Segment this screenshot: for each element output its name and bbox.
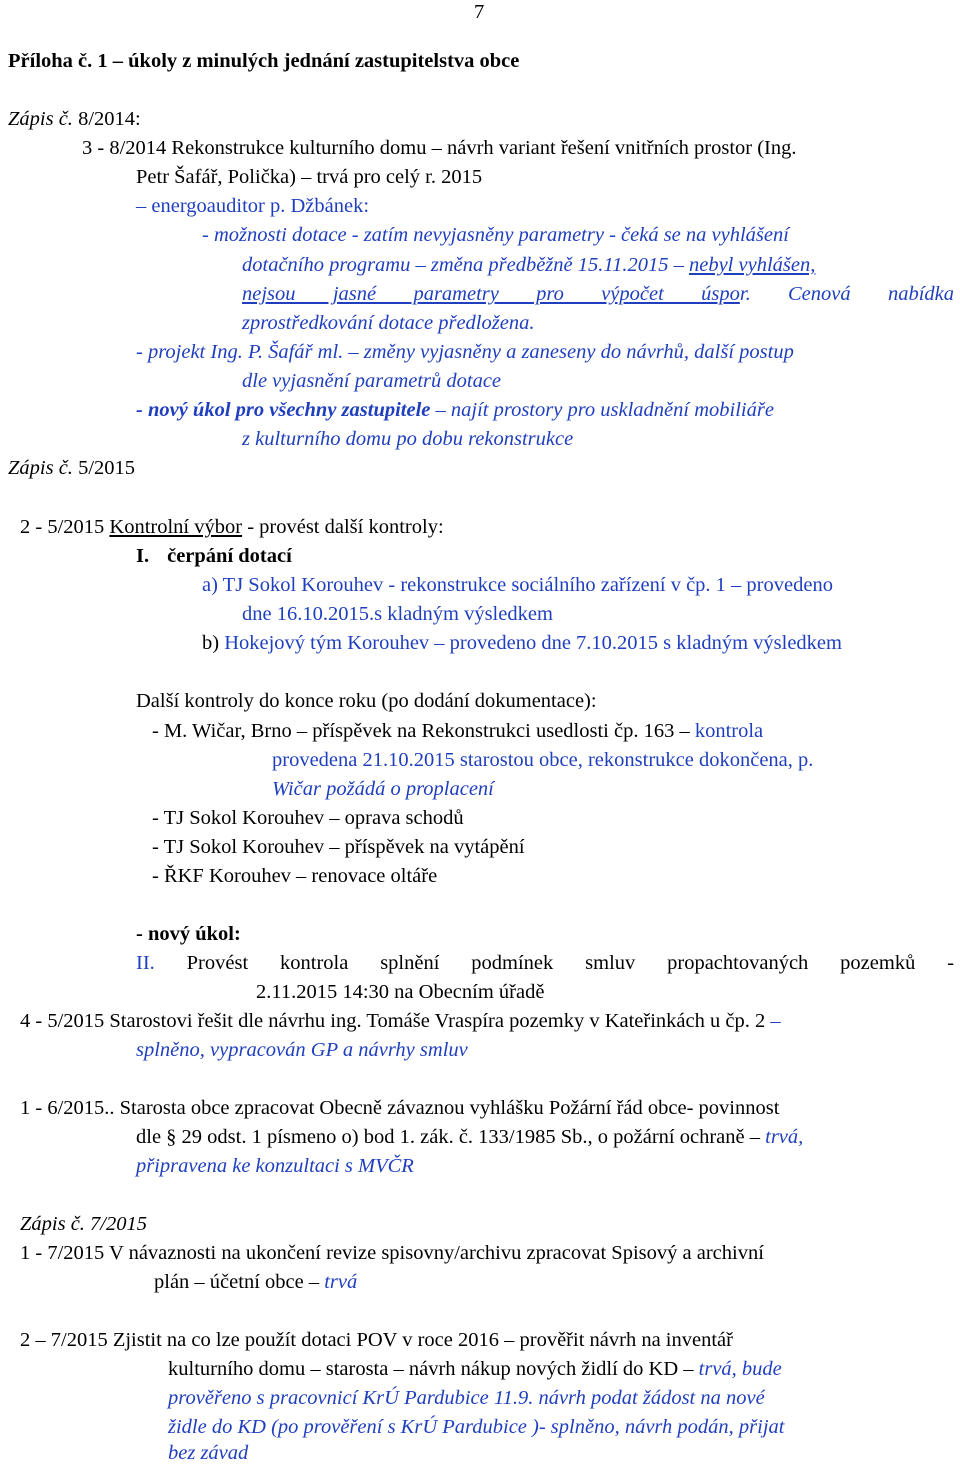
text-span: – najít prostory pro uskladnění mobiliáře: [430, 399, 774, 421]
task-line: [154, 1269, 357, 1295]
page-number: 7: [474, 1, 485, 23]
text-span: trvá: [324, 1271, 358, 1293]
task-line: [20, 1008, 781, 1034]
task-line: [168, 1356, 782, 1382]
task-line: 1 - 7/2015 V návaznosti na ukončení revize spisovny/archivu zpracovat Spisový a archivní: [20, 1242, 764, 1264]
task-line: z kulturního domu po dobu rekonstrukce: [242, 428, 574, 450]
task-line: [242, 252, 815, 278]
task-line: 2 – 7/2015 Zjistit na co lze použít dotaci POV v roce 2016 – prověřit návrh na inventář: [20, 1329, 733, 1351]
roman-item: [136, 543, 292, 569]
heading-label: Zápis č.: [8, 457, 73, 479]
task-line: [136, 397, 774, 423]
task-line: zprostředkování dotace předložena.: [242, 312, 535, 334]
task-line: provedena 21.10.2015 starostou obce, rekonstrukce dokončena, p.: [272, 749, 814, 771]
task-line: [242, 281, 954, 307]
text-span: Kontrolní výbor: [109, 516, 243, 538]
roman-item: [136, 950, 954, 976]
task-line: - ŘKF Korouhev – renovace oltáře: [152, 865, 438, 887]
task-line: splněno, vypracován GP a návrhy smluv: [136, 1039, 468, 1061]
task-line: dle vyjasnění parametrů dotace: [242, 370, 502, 392]
task-line: – energoauditor p. Džbánek:: [136, 195, 370, 217]
minutes-heading-8-2014: [8, 106, 141, 132]
task-line: 2.11.2015 14:30 na Obecním úřadě: [256, 981, 545, 1003]
text-span: nejsou jasné parametry pro výpočet úspo: [242, 283, 740, 305]
heading-number: 8/2014:: [72, 108, 141, 130]
minutes-heading-7-2015: Zápis č. 7/2015: [20, 1213, 147, 1235]
task-line: - možnosti dotace - zatím nevyjasněny parametry - čeká se na vyhlášení: [202, 224, 789, 246]
roman-number: I.: [136, 545, 150, 567]
task-line: - TJ Sokol Korouhev – oprava schodů: [152, 807, 464, 829]
task-line: [152, 718, 763, 744]
text-span: r. Cenová nabídka: [739, 283, 955, 305]
text-span: trvá, bude: [698, 1358, 782, 1380]
task-line: - TJ Sokol Korouhev – příspěvek na vytápění: [152, 836, 525, 858]
text-span: kontrola: [694, 720, 764, 742]
text-span: dle § 29 odst. 1 písmeno o) bod 1. zák. č. 133/1985 Sb., o požární ochraně –: [136, 1126, 766, 1148]
text-span: Hokejový tým Korouhev – provedeno dne 7.10.2015 s kladným výsledkem: [224, 632, 842, 654]
roman-text: čerpání dotací: [167, 545, 292, 567]
text-span: - M. Wičar, Brno – příspěvek na Rekonstrukci usedlosti čp. 163 –: [152, 720, 695, 742]
task-line: Petr Šafář, Polička) – trvá pro celý r. 2015: [136, 166, 483, 188]
heading-label: Zápis č.: [8, 108, 73, 130]
task-line: Další kontroly do konce roku (po dodání dokumentace):: [136, 690, 597, 712]
roman-text: Provést kontrola splnění podmínek smluv propachtovaných pozemků -: [186, 952, 955, 974]
text-span: kulturního domu – starosta – návrh nákup nových židlí do KD –: [168, 1358, 699, 1380]
task-line: 3 - 8/2014 Rekonstrukce kulturního domu – návrh variant řešení vnitřních prostor (Ing.: [82, 137, 797, 159]
task-line: [202, 630, 842, 656]
text-span: - provést další kontroly:: [242, 516, 444, 538]
task-line: Wičar požádá o proplacení: [272, 778, 494, 800]
text-span: –: [770, 1010, 781, 1032]
text-span: - nový úkol pro všechny zastupitele: [136, 399, 431, 421]
page-title: Příloha č. 1 – úkoly z minulých jednání zastupitelstva obce: [8, 50, 520, 72]
task-line: prověřeno s pracovnicí KrÚ Pardubice 11.9. návrh podat žádost na nové: [168, 1387, 765, 1409]
text-span: - projekt Ing. P. Šafář ml.: [136, 341, 344, 363]
text-span: trvá,: [765, 1126, 804, 1148]
task-line: a) TJ Sokol Korouhev - rekonstrukce sociálního zařízení v čp. 1 – provedeno: [202, 574, 833, 596]
task-line: bez závad: [168, 1442, 249, 1464]
task-line: 1 - 6/2015.. Starosta obce zpracovat Obecně závaznou vyhlášku Požární řád obce- povinnost: [20, 1097, 780, 1119]
task-line: [136, 1124, 803, 1150]
task-line: dne 16.10.2015.s kladným výsledkem: [242, 603, 553, 625]
text-span: 4 - 5/2015 Starostovi řešit dle návrhu ing. Tomáše Vraspíra pozemky v Kateřinkách u čp. 2: [20, 1010, 771, 1032]
heading-number: 5/2015: [72, 457, 136, 479]
text-span: dotačního programu – změna předběžně 15.11.2015 –: [242, 254, 689, 276]
task-line: židle do KD (po prověření s KrÚ Pardubice )- splněno, návrh podán, přijat: [168, 1416, 785, 1438]
task-line: [20, 514, 444, 540]
roman-number: II.: [136, 952, 155, 974]
task-line: - nový úkol:: [136, 923, 241, 945]
minutes-heading-5-2015: [8, 455, 135, 481]
text-span: – změny vyjasněny a zaneseny do návrhů, další postup: [343, 341, 794, 363]
text-span: b): [202, 632, 225, 654]
task-line: připravena ke konzultaci s MVČR: [136, 1155, 414, 1177]
text-span: plán – účetní obce –: [154, 1271, 325, 1293]
text-span: 2 - 5/2015: [20, 516, 110, 538]
text-span: nebyl vyhlášen,: [688, 254, 816, 276]
task-line: [136, 339, 794, 365]
